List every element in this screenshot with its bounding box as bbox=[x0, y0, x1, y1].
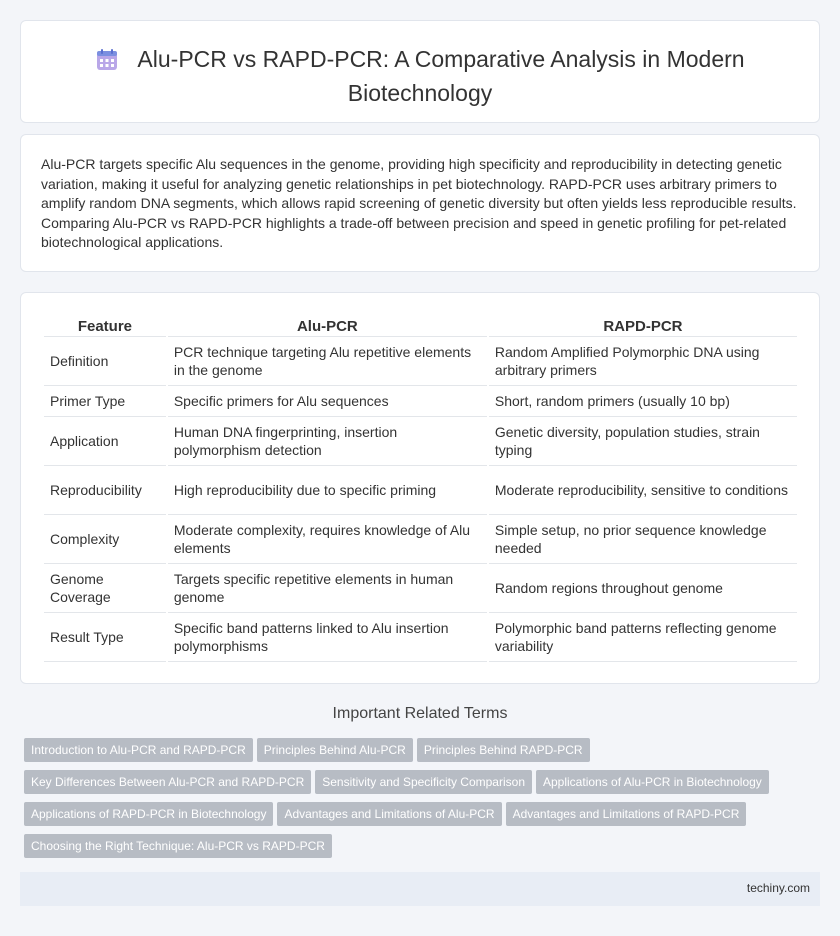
rapd-cell: Random Amplified Polymorphic DNA using arbitrary primers bbox=[489, 337, 797, 386]
tag-introduction[interactable]: Introduction to Alu-PCR and RAPD-PCR bbox=[24, 738, 253, 762]
tag-choosing-technique[interactable]: Choosing the Right Technique: Alu-PCR vs RAPD-PCR bbox=[24, 834, 332, 858]
tag-applications-rapd-pcr[interactable]: Applications of RAPD-PCR in Biotechnology bbox=[24, 802, 273, 826]
table-header-row bbox=[44, 315, 797, 337]
table-row bbox=[44, 515, 797, 564]
table-row bbox=[44, 613, 797, 662]
rapd-cell: Simple setup, no prior sequence knowledge needed bbox=[489, 515, 797, 564]
header-feature: Feature bbox=[44, 315, 166, 337]
footer bbox=[20, 872, 820, 906]
table-row bbox=[44, 337, 797, 386]
title-card bbox=[20, 20, 820, 123]
alu-cell: Human DNA fingerprinting, insertion polymorphism detection bbox=[168, 417, 487, 466]
table-row bbox=[44, 386, 797, 417]
rapd-cell: Moderate reproducibility, sensitive to conditions bbox=[489, 466, 797, 515]
feature-cell: Reproducibility bbox=[44, 466, 166, 515]
feature-cell: Application bbox=[44, 417, 166, 466]
feature-cell: Definition bbox=[44, 337, 166, 386]
document-icon bbox=[95, 48, 119, 79]
tag-key-differences[interactable]: Key Differences Between Alu-PCR and RAPD-PCR bbox=[24, 770, 311, 794]
rapd-cell: Polymorphic band patterns reflecting genome variability bbox=[489, 613, 797, 662]
tag-advantages-alu-pcr[interactable]: Advantages and Limitations of Alu-PCR bbox=[277, 802, 501, 826]
page-title bbox=[21, 45, 819, 79]
tag-applications-alu-pcr[interactable]: Applications of Alu-PCR in Biotechnology bbox=[536, 770, 769, 794]
feature-cell: Genome Coverage bbox=[44, 564, 166, 613]
feature-cell: Complexity bbox=[44, 515, 166, 564]
tag-principles-rapd-pcr[interactable]: Principles Behind RAPD-PCR bbox=[417, 738, 590, 762]
title-line-2: Biotechnology bbox=[347, 80, 493, 106]
feature-cell: Primer Type bbox=[44, 386, 166, 417]
alu-cell: Targets specific repetitive elements in human genome bbox=[168, 564, 487, 613]
comparison-table bbox=[42, 315, 799, 662]
intro-paragraph: Alu-PCR targets specific Alu sequences in the genome, providing high specificity and reproducibility in detecting genetic variation, making it useful for analyzing genetic relationships in pet biotechnology. RAPD-PCR uses arbitrary primers to amplify random DNA segments, which allows rapid screening of genetic diversity but often yields less reproducible results. Comparing Alu-PCR vs RAPD-PCR highlights a trade-off between precision and speed in genetic profiling for pet-related biotechnological applications. bbox=[41, 156, 797, 250]
tag-principles-alu-pcr[interactable]: Principles Behind Alu-PCR bbox=[257, 738, 413, 762]
alu-cell: High reproducibility due to specific priming bbox=[168, 466, 487, 515]
alu-cell: Moderate complexity, requires knowledge of Alu elements bbox=[168, 515, 487, 564]
rapd-cell: Genetic diversity, population studies, strain typing bbox=[489, 417, 797, 466]
related-terms-heading: Important Related Terms bbox=[332, 705, 508, 722]
intro-card bbox=[20, 134, 820, 272]
alu-cell: Specific band patterns linked to Alu insertion polymorphisms bbox=[168, 613, 487, 662]
rapd-cell: Random regions throughout genome bbox=[489, 564, 797, 613]
comparison-table-card bbox=[20, 292, 820, 684]
footer-site-link[interactable]: techiny.com bbox=[746, 881, 810, 895]
table-row bbox=[44, 417, 797, 466]
alu-cell: PCR technique targeting Alu repetitive elements in the genome bbox=[168, 337, 487, 386]
alu-cell: Specific primers for Alu sequences bbox=[168, 386, 487, 417]
table-row bbox=[44, 564, 797, 613]
tag-advantages-rapd-pcr[interactable]: Advantages and Limitations of RAPD-PCR bbox=[506, 802, 747, 826]
header-rapd-pcr: RAPD-PCR bbox=[489, 315, 797, 337]
title-line-1: Alu-PCR vs RAPD-PCR: A Comparative Analysis in Modern bbox=[137, 46, 745, 72]
feature-cell: Result Type bbox=[44, 613, 166, 662]
related-terms-tags bbox=[24, 738, 816, 866]
tag-sensitivity-specificity[interactable]: Sensitivity and Specificity Comparison bbox=[315, 770, 532, 794]
rapd-cell: Short, random primers (usually 10 bp) bbox=[489, 386, 797, 417]
table-row bbox=[44, 466, 797, 515]
header-alu-pcr: Alu-PCR bbox=[168, 315, 487, 337]
